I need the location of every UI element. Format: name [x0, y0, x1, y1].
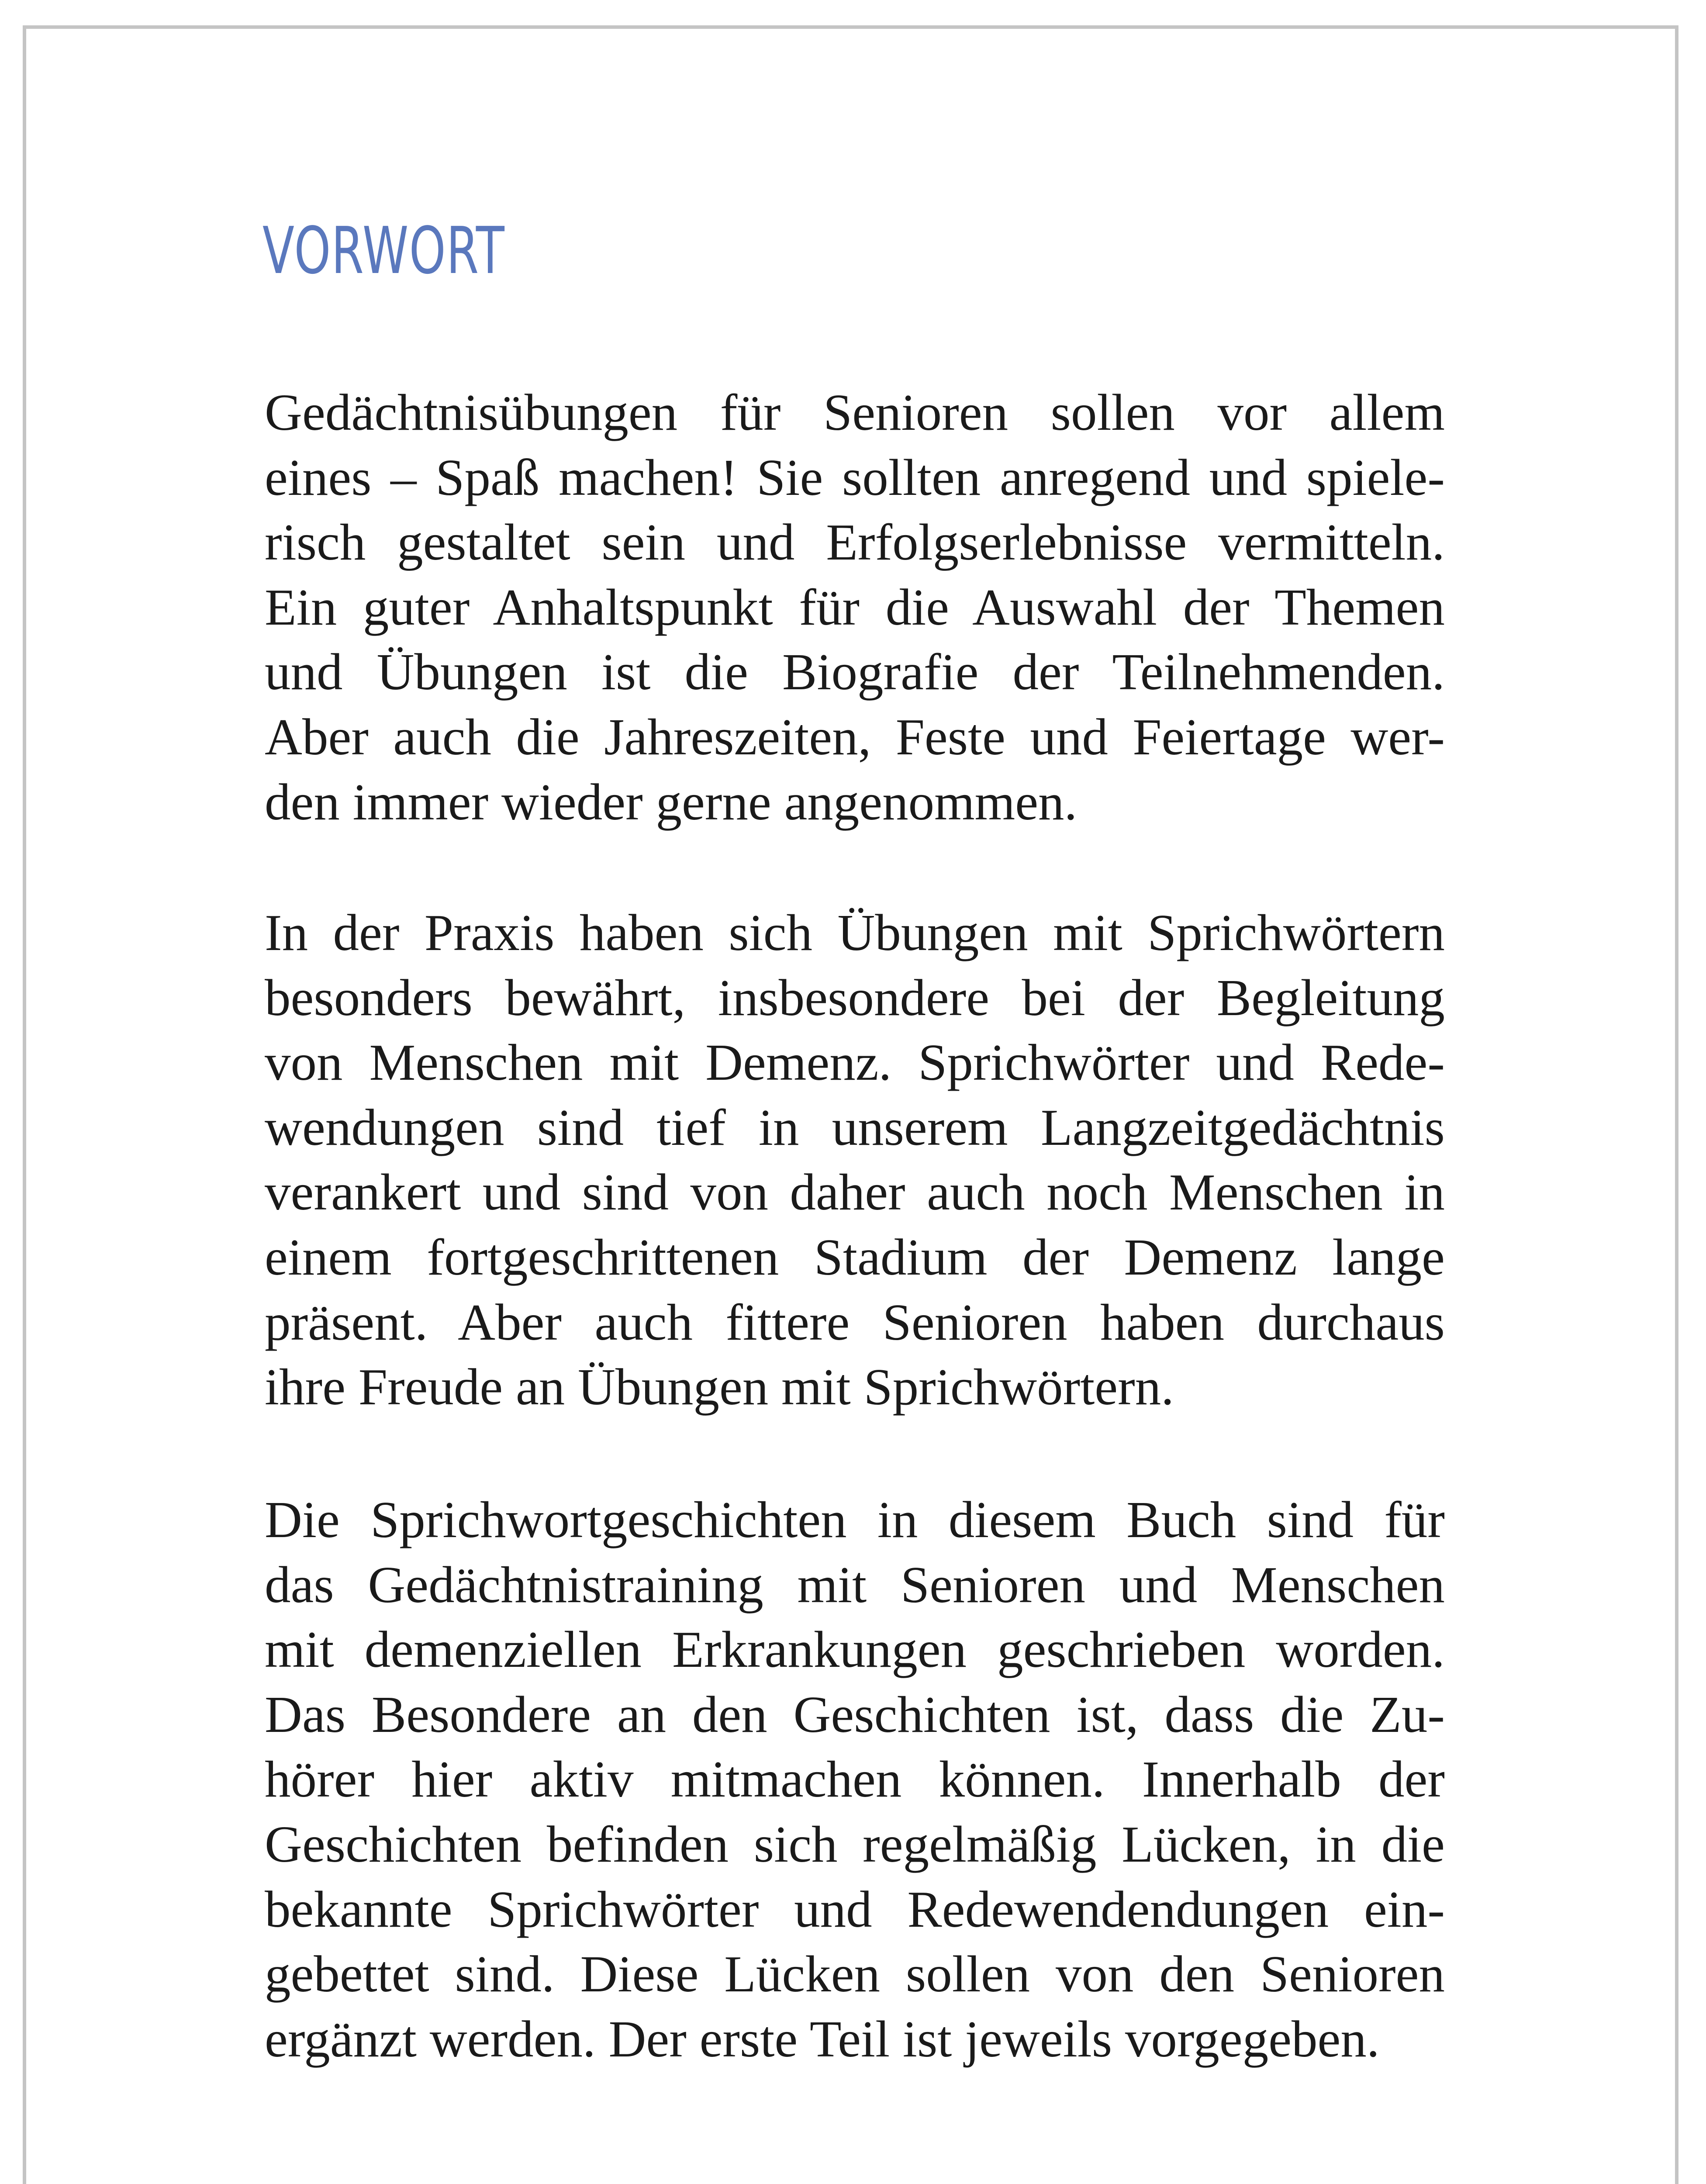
paragraph-line: präsent. Aber auch fittere Senioren haben durchaus — [265, 1293, 1445, 1351]
paragraph-line: den immer wieder gerne angenommen. — [265, 773, 1077, 831]
paragraph-line: Geschichten befinden sich regelmäßig Lücken, in die — [265, 1815, 1445, 1873]
paragraph-line: von Menschen mit Demenz. Sprichwörter und Rede- — [265, 1033, 1445, 1092]
paragraph-line: einem fortgeschrittenen Stadium der Demenz lange — [265, 1228, 1445, 1286]
paragraph-1 — [265, 380, 1445, 834]
paragraph-line: ergänzt werden. Der erste Teil ist jeweils vorgegeben. — [265, 2010, 1380, 2068]
paragraph-line: gebettet sind. Diese Lücken sollen von den Senioren — [265, 1945, 1445, 2003]
paragraph-line: eines – Spaß machen! Sie sollten anregend und spiele- — [265, 448, 1445, 506]
paragraph-3 — [265, 1487, 1445, 2071]
paragraph-line: risch gestaltet sein und Erfolgserlebnisse vermitteln. — [265, 513, 1445, 571]
paragraph-line: und Übungen ist die Biografie der Teilnehmenden. — [265, 643, 1445, 701]
paragraph-line: ihre Freude an Übungen mit Sprichwörtern. — [265, 1358, 1174, 1416]
paragraph-line: hörer hier aktiv mitmachen können. Innerhalb der — [265, 1750, 1445, 1808]
paragraph-line: das Gedächtnistraining mit Senioren und Menschen — [265, 1555, 1445, 1614]
paragraph-line: Gedächtnisübungen für Senioren sollen vor allem — [265, 384, 1445, 441]
paragraph-line: Ein guter Anhaltspunkt für die Auswahl der Themen — [265, 578, 1445, 636]
paragraph-line: mit demenziellen Erkrankungen geschrieben worden. — [265, 1621, 1445, 1679]
paragraph-line: In der Praxis haben sich Übungen mit Sprichwörtern — [265, 904, 1445, 961]
paragraph-line: wendungen sind tief in unserem Langzeitgedächtnis — [265, 1098, 1445, 1156]
paragraph-line: besonders bewährt, insbesondere bei der Begleitung — [265, 968, 1445, 1026]
paragraph-line: Aber auch die Jahreszeiten, Feste und Feiertage wer- — [265, 708, 1445, 766]
page-title: VORWORT — [262, 213, 505, 288]
paragraph-line: bekannte Sprichwörter und Redewendendungen ein- — [265, 1880, 1445, 1938]
paragraph-line: Das Besondere an den Geschichten ist, dass die Zu- — [265, 1685, 1445, 1743]
paragraph-line: Die Sprichwortgeschichten in diesem Buch sind für — [265, 1491, 1445, 1548]
paragraph-2 — [265, 900, 1445, 1420]
paragraph-line: verankert und sind von daher auch noch Menschen in — [265, 1163, 1445, 1221]
